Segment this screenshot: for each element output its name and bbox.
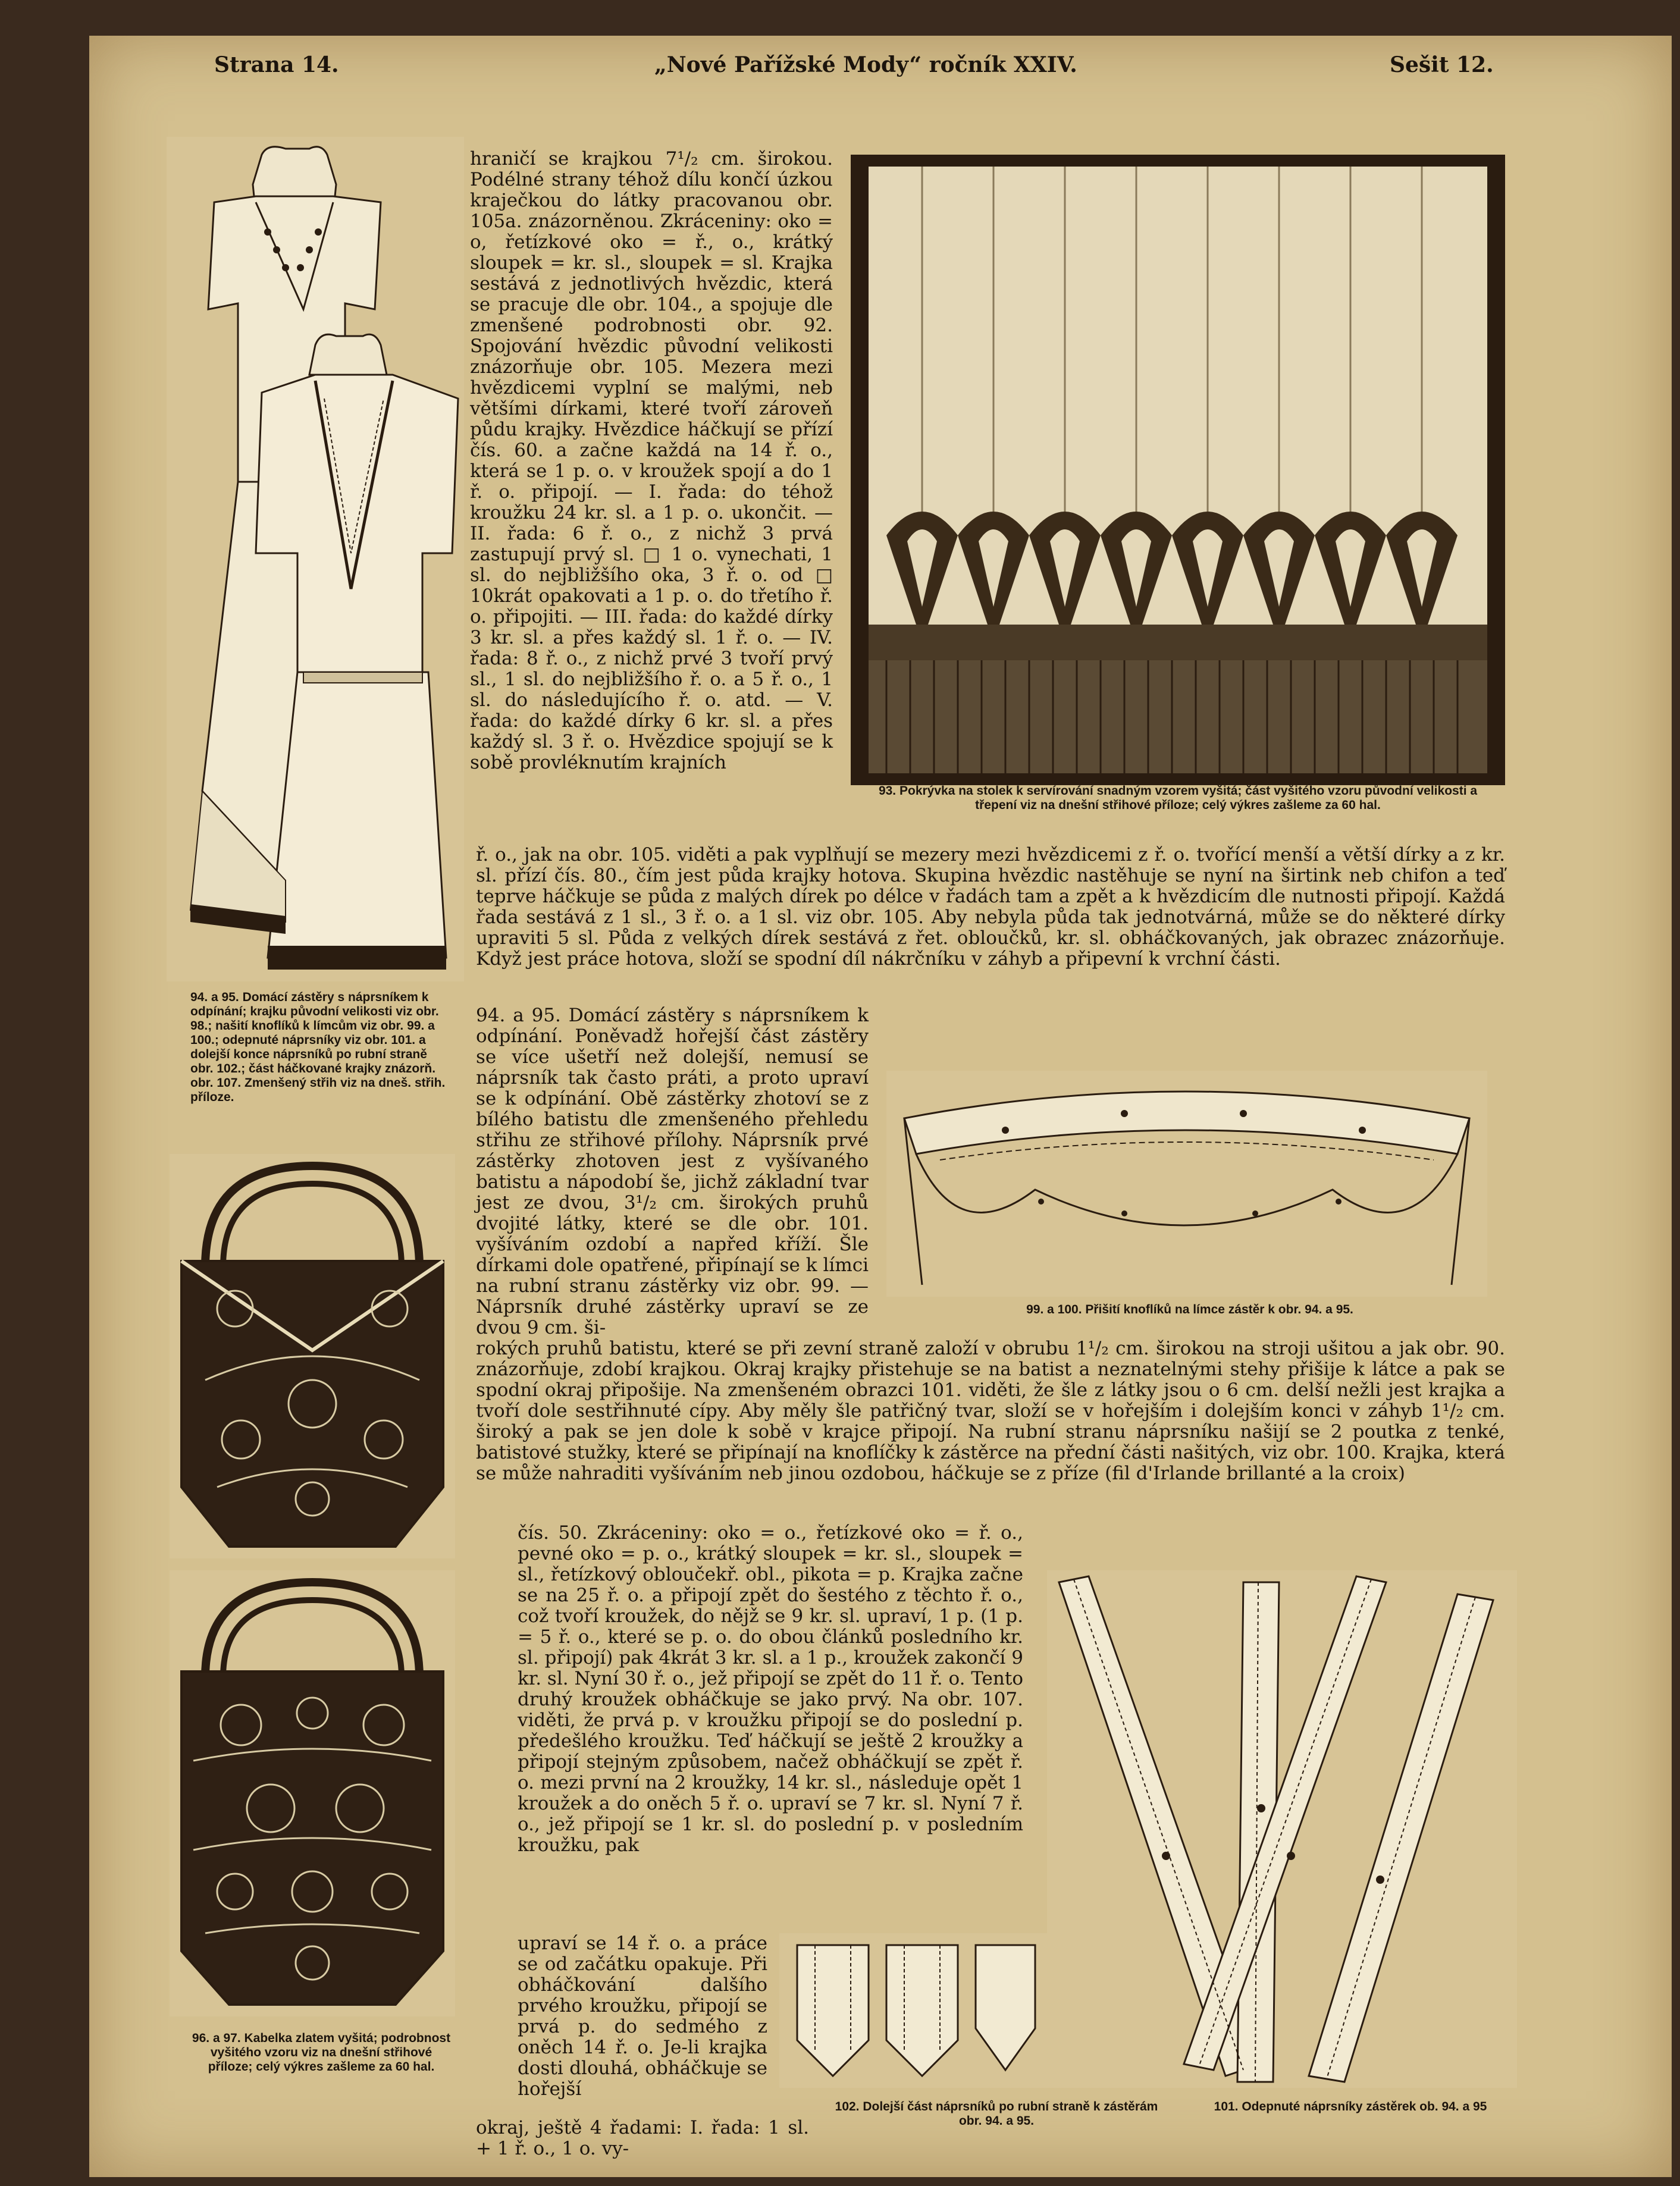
caption-fig94: 94. a 95. Domácí zástěry s náprsníkem k odpínání; krajku původní velikosti viz obr. 98.; našití knoflíků k límcům viz obr. 99. a 100.; odepnuté náprsníky viz obr. 101. a dolejší konce náprsníků po rubní straně obr. 102.; část háčkované krajky znázorň. obr. 107. Zmenšený střih viz na dneš. střih. příloze. bbox=[190, 990, 446, 1104]
page-number: Strana 14. bbox=[214, 52, 339, 77]
caption-fig101: 101. Odepnuté náprsníky zástěrek ob. 94. a 95 bbox=[1214, 2100, 1487, 2113]
caption-fig96: 96. a 97. Kabelka zlatem vyšitá; podrobnost vyšitého vzoru viz na dnešní střihové příloze; celý výkres zašleme za 60 hal. bbox=[192, 2031, 451, 2074]
running-title: „Nové Pařížské Mody“ ročník XXIV. bbox=[654, 52, 1077, 77]
paragraph-lace-instructions: hraničí se krajkou 7¹/₂ cm. širokou. Podélné strany téhož dílu končí úzkou kraječkou do látky pracovanou obr. 105a. znázorněnou. Zkráceniny: oko = o, řetízkové oko = ř., o., krátký sloupek = kr. sl., sloupek = sl. Krajka sestává z jednotlivých hvězdic, která se pracuje dle obr. 104., a spojuje dle zmenšené podrobnosti obr. 92. Spojování hvězdic původní velikosti znázorňuje obr. 105. Mezera mezi hvězdicemi vyplní se malými, neb většími dírkami, které tvoří zároveň půdu krajky. Hvězdice háčkují se přízí čís. 60. a začne každá na 14 ř. o., která se 1 p. o. v kroužek spojí a do 1 ř. o. připojí. — I. řada: do téhož kroužku 24 kr. sl. a 1 p. o. ukončit. — II. řada: 6 ř. o., z nichž 3 prvá zastupují prvý sl. □ 1 o. vynechati, 1 sl. do nejbližšího oka, 3 ř. o. od □ 10krát opakovati a 1 p. o. do třetího ř. o. připojiti. — III. řada: do každé dírky 3 kr. sl. a přes každý sl. 1 ř. o. — IV. řada: 8 ř. o., z nichž prvé 3 tvoří prvý sl., 1 sl. do nejbližšího ř. o. a 5 ř. o., 1 sl. do následujícího ř. o. atd. — V. řada: do každé dírky 6 kr. sl. a přes každý sl. 3 ř. o. Hvězdice spojují se k sobě provléknutím krajních bbox=[470, 148, 833, 773]
paragraph-crochet-edge: okraj, ještě 4 řadami: I. řada: 1 sl. + 1 ř. o., 1 o. vy- bbox=[476, 2117, 809, 2159]
tablecloth-illustration bbox=[851, 155, 1505, 785]
paragraph-crochet-continue: upraví se 14 ř. o. a práce se od začátku opakuje. Při obháčkování dalšího prvého kroužku, připojí se prvá p. do sedmého z oněch 14 ř. o. Je-li krajka dosti dlouhá, obháčkuje se hořejší bbox=[518, 1933, 767, 2100]
apron-illustration bbox=[167, 137, 464, 981]
handbag-illustration bbox=[170, 1154, 455, 1558]
caption-fig99: 99. a 100. Přišití knoflíků na límce zástěr k obr. 94. a 95. bbox=[1026, 1303, 1353, 1316]
issue-number: Sešit 12. bbox=[1390, 52, 1494, 77]
bib-ends-illustration bbox=[779, 1933, 1047, 2088]
caption-fig93: 93. Pokrývka na stolek k servírování snadným vzorem vyšitá; část vyšitého vzoru původní velikosti a třepení viz na dnešní střihové příloze; celý výkres zašleme za 60 hal. bbox=[878, 784, 1478, 812]
paragraph-aprons: 94. a 95. Domácí zástěry s náprsníkem k odpínání. Poněvadž hořejší část zástěry se více ušetří než dolejší, nemusí se náprsník tak často práti, a proto upraví se k odpínání. Obě zástěrky zhotoví se z bílého batistu dle zmenšeného přehledu střihu ze střihové přílohy. Náprsník prvé zástěrky zhotoven jest z vyšívaného batistu a nápodobí še, jichž základní tvar jest ze dvou, 3¹/₂ cm. širokých pruhů dvojité látky, které se dle obr. 101. vyšíváním ozdobí a napřed kříží. Šle dírkami dole opatřené, připínají se k límci na rubní stranu zástěrky viz obr. 99. — Náprsník druhé zástěrky upraví se ze dvou 9 cm. ši- bbox=[476, 1005, 869, 1338]
paragraph-bib-lace: rokých pruhů batistu, které se při zevní straně založí v obrubu 1¹/₂ cm. širokou na stroji ušitou a jak obr. 90. znázorňuje, zdobí krajkou. Okraj krajky přistehuje se na batist a neznatelnými stehy přišije k látce a pak se spodní okraj připošije. Na zmenšeném obrazci 101. viděti, že šle z látky jsou o 6 cm. delší nežli jest krajka a tvoří dole sestřihnuté cípy. Aby měly šle patřičný tvar, složí se v hořejším i dolejším konci v záhyb 1¹/₂ cm. široký a pak se jen dole k sobě v krajce připojí. Na rubní stranu náprsníku našijí se 2 poutka z tenké, batistové stužky, které se připínají na knoflíčky k zástěrce na přední části našitých, viz obr. 100. Krajka, která se může nahraditi vyšíváním neb jinou ozdobou, háčkuje se z příze (fil d'Irlande brillanté a la croix) bbox=[476, 1338, 1505, 1484]
paragraph-crochet-abbreviations: čís. 50. Zkráceniny: oko = o., řetízkové oko = ř. o., pevné oko = p. o., krátký sloupek = kr. sl., sloupek = sl., řetízkový obloučekř. obl., pikota = p. Krajka začne se na 25 ř. o. a připojí zpět do šestého z těchto ř. o., což tvoří kroužek, do nějž se 9 kr. sl. upraví, 1 p. (1 p. = 5 ř. o., které se p. o. do obou článků posledního kr. sl. připojí) pak 4krát 3 kr. sl. a 1 p., kroužek zakončí 9 kr. sl. Nyní 30 ř. o., jež připojí se zpět do 11 ř. o. Tento druhý kroužek obháčkuje se jako prvý. Na obr. 107. viděti, že prvá p. v kroužku připojí se do poslední p. předešlého kroužku. Teď háčkují se ještě 2 kroužky a připojí stejným způsobem, načež obháčkují se zpět ř. o. mezi první na 2 kroužky, 14 kr. sl., následuje opět 1 kroužek a do oněch 5 ř. o. upraví se 7 kr. sl. Nyní 7 ř. o., jež připojí se 1 kr. sl. do poslední p. v posledním kroužku, pak bbox=[518, 1522, 1023, 1856]
caption-fig102: 102. Dolejší část náprsníků po rubní straně k zástěrám obr. 94. a 95. bbox=[835, 2100, 1158, 2128]
paragraph-lace-ground: ř. o., jak na obr. 105. viděti a pak vyplňují se mezery mezi hvězdicemi z ř. o. tvořící menší a větší dírky a z kr. sl. přízí čís. 80., čím jest půda krajky hotova. Skupina hvězdic nastěhuje se nyní na širtink neb chifon a teď teprve háčkuje se půda z malých dírek po délce v řadách tam a zpět a k hvězdicím dle nutnosti připojí. Každá řada sestává z 1 sl., 3 ř. o. a 1 sl. viz obr. 105. Aby nebyla půda tak jednotvárná, může se do některé dírky upraviti 5 sl. Půda z velkých dírek sestává z řet. obloučků, kr. sl. obháčkovaných, jak obrazec znázorňuje. Když jest práce hotova, složí se spodní díl nákrčníku v záhyb a připevní k vrchní části. bbox=[476, 844, 1505, 970]
handbag-illustration bbox=[170, 1570, 455, 2016]
collar-illustration bbox=[886, 1071, 1487, 1297]
bibs-illustration bbox=[1047, 1570, 1517, 2088]
